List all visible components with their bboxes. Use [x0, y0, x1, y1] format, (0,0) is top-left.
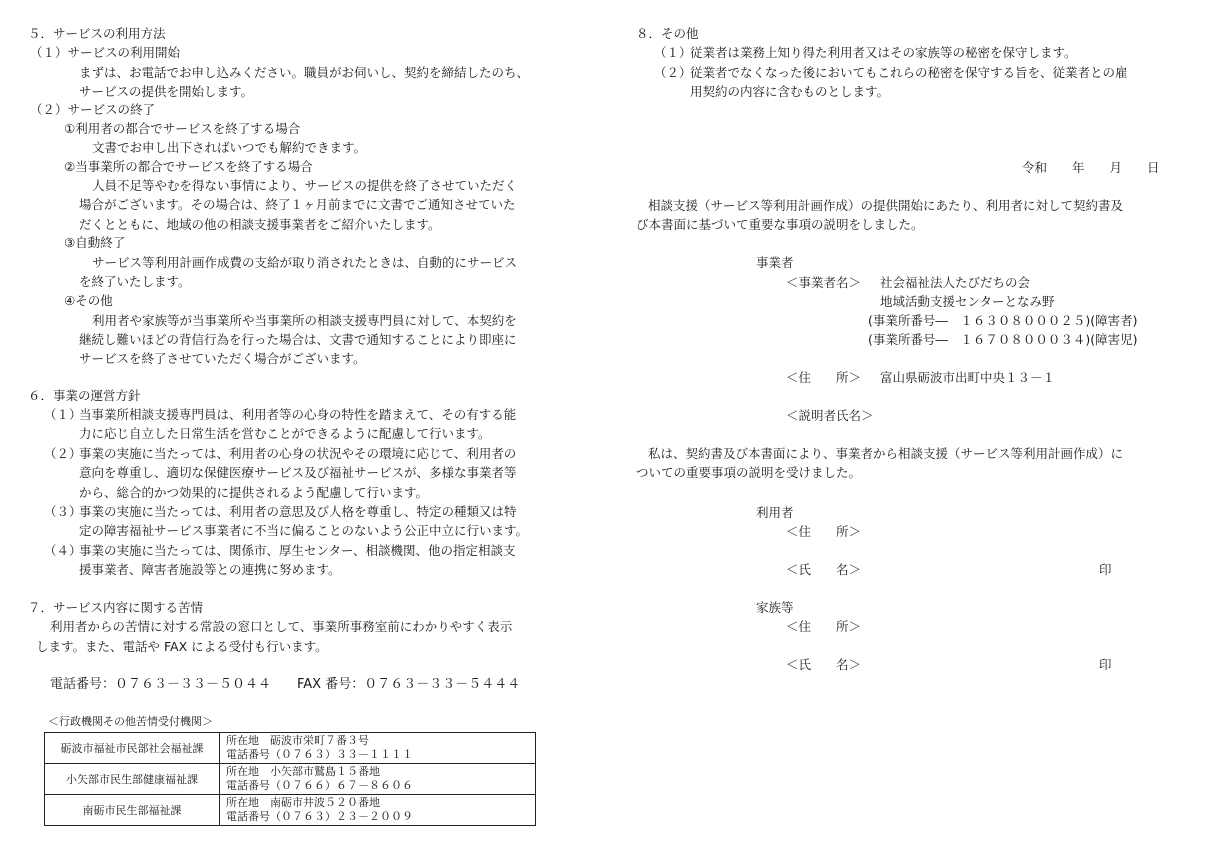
section-5-1-line: サービスの提供を開始します。: [79, 84, 254, 99]
section-6-3-line: 事業の実施に当たっては、利用者の意思及び人格を尊重し、特定の種類又は特: [79, 504, 517, 519]
section-5-2-d-title: ④その他: [64, 293, 113, 308]
table-caption: ＜行政機関その他苦情受付機関＞: [48, 715, 213, 728]
section-5-2-c-line: サービス等利用計画作成費の支給が取り消されたときは、自動的にサービス: [92, 255, 518, 270]
section-8-1-line: 従業者は業務上知り得た利用者又はその家族等の秘密を保守します。: [690, 45, 1077, 60]
office-address: 所在地 南砺市井波５２０番地: [226, 796, 380, 809]
complaint-office-table: [44, 732, 536, 826]
section-7-line: 利用者からの苦情に対する常設の窓口として、事業所事務室前にわかりやすく表示: [50, 619, 513, 634]
explanation-line: び本書面に基づいて重要な事項の説明をしました。: [636, 217, 924, 232]
section-6-4-line: 援事業者、障害者施設等との連携に努めます。: [79, 562, 341, 577]
contact-phone-fax: 電話番号：０７６３－３３－５０４４ FAX 番号：０７６３－３３－５４４４: [50, 677, 521, 692]
provider-number-child: (事業所番号― １６７０８０００３４)(障害児): [868, 332, 1138, 347]
section-6-2-number: （２）: [44, 446, 82, 461]
section-8-2-number: （２）: [654, 65, 692, 80]
provider-address-label: ＜住 所＞: [786, 370, 862, 385]
receipt-line: ついての重要事項の説明を受けました。: [636, 465, 862, 480]
user-heading: 利用者: [756, 505, 794, 520]
office-name: 砺波市福祉市民部社会福祉課: [45, 733, 220, 764]
section-6-3-number: （３）: [44, 504, 82, 519]
section-5-2-c-title: ③自動終了: [64, 235, 126, 250]
provider-number-adult: (事業所番号― １６３０８０００２５)(障害者): [868, 313, 1138, 328]
section-5-2-a-line: 文書でお申し出下さればいつでも解約できます。: [92, 140, 367, 155]
office-info: [220, 733, 536, 764]
office-name: 南砺市民生部福祉課: [45, 795, 220, 826]
provider-name-center: 地域活動支援センターとなみ野: [880, 294, 1055, 309]
user-seal-mark: 印: [1099, 562, 1112, 577]
section-7-line: します。また、電話や FAX による受付も行います。: [36, 639, 328, 654]
user-name-label: ＜氏 名＞: [786, 562, 862, 577]
section-6-4-line: 事業の実施に当たっては、関係市、厚生センター、相談機関、他の指定相談支: [79, 543, 516, 558]
section-6-2-line: から、総合的かつ効果的に提供されるよう配慮して行います。: [79, 485, 429, 500]
section-6-title: ６．事業の運営方針: [28, 388, 141, 403]
date-line: 令和 年 月 日: [1022, 160, 1160, 175]
receipt-line: 私は、契約書及び本書面により、事業者から相談支援（サービス等利用計画作成）に: [648, 446, 1124, 461]
section-6-4-number: （４）: [44, 543, 82, 558]
provider-name-corporation: 社会福祉法人たびだちの会: [880, 275, 1031, 290]
section-8-2-line: 用契約の内容に含むものとします。: [690, 84, 890, 99]
office-address: 所在地 小矢部市鷲島１５番地: [226, 765, 380, 778]
section-6-1-line: 力に応じ自立した日常生活を営むことができるように配慮して行います。: [79, 426, 491, 441]
office-info: [220, 795, 536, 826]
section-5-2-d-line: 継続し難いほどの背信行為を行った場合は、文書で通知することにより即座に: [79, 332, 517, 347]
office-phone: 電話番号（０７６６）６７－８６０６: [226, 779, 413, 792]
explainer-name-label: ＜説明者氏名＞: [786, 408, 874, 423]
table-row: [45, 764, 536, 795]
family-seal-mark: 印: [1099, 657, 1112, 672]
family-address-label: ＜住 所＞: [786, 619, 862, 634]
section-6-3-line: 定の障害福祉サービス事業者に不当に偏ることのないよう公正中立に行います。: [79, 523, 529, 538]
section-8-title: ８．その他: [636, 26, 699, 41]
office-phone: 電話番号（０７６３）２３－２００９: [226, 810, 413, 823]
office-address: 所在地 砺波市栄町７番３号: [226, 734, 369, 747]
section-5-2-a-title: ①利用者の都合でサービスを終了する場合: [64, 121, 301, 136]
section-5-2-b-title: ②当事業所の都合でサービスを終了する場合: [64, 159, 313, 174]
section-5-2-d-line: サービスを終了させていただく場合がございます。: [79, 351, 366, 366]
provider-heading: 事業者: [756, 255, 794, 270]
office-phone: 電話番号（０７６３）３３－１１１１: [226, 748, 413, 761]
section-6-2-line: 事業の実施に当たっては、利用者の心身の状況やその環境に応じて、利用者の: [79, 446, 517, 461]
section-5-2-d-line: 利用者や家族等が当事業所や当事業所の相談支援専門員に対して、本契約を: [92, 313, 517, 328]
section-7-title: ７．サービス内容に関する苦情: [28, 600, 204, 615]
section-5-2-b-line: 人員不足等やむを得ない事情により、サービスの提供を終了させていただく: [92, 178, 518, 193]
section-6-2-line: 意向を尊重し、適切な保健医療サービス及び福祉サービスが、多様な事業者等: [79, 465, 517, 480]
section-5-1-line: まずは、お電話でお申し込みください。職員がお伺いし、契約を締結したのち、: [79, 65, 530, 80]
explanation-line: 相談支援（サービス等利用計画作成）の提供開始にあたり、利用者に対して契約書及: [648, 198, 1124, 213]
table-row: [45, 733, 536, 764]
section-8-1-number: （１）: [654, 45, 692, 60]
provider-address: 富山県砺波市出町中央１３－１: [880, 370, 1056, 385]
section-5-1-title: （１）サービスの利用開始: [30, 45, 181, 60]
section-5-2-b-line: だくとともに、地域の他の相談支援事業者をご紹介いたします。: [79, 217, 441, 232]
user-address-label: ＜住 所＞: [786, 524, 862, 539]
office-info: [220, 764, 536, 795]
section-5-2-title: （２）サービスの終了: [30, 102, 156, 117]
table-row: [45, 795, 536, 826]
section-6-1-line: 当事業所相談支援専門員は、利用者等の心身の特性を踏まえて、その有する能: [79, 407, 517, 422]
section-5-title: ５．サービスの利用方法: [28, 26, 166, 41]
section-6-1-number: （１）: [44, 407, 82, 422]
family-heading: 家族等: [756, 600, 794, 615]
section-5-2-b-line: 場合がございます。その場合は、終了１ヶ月前までに文書でご通知させていた: [79, 197, 516, 212]
section-5-2-c-line: を終了いたします。: [79, 274, 191, 289]
provider-name-label: ＜事業者名＞: [786, 275, 862, 290]
section-8-2-line: 従業者でなくなった後においてもこれらの秘密を保守する旨を、従業者との雇: [690, 65, 1128, 80]
office-name: 小矢部市民生部健康福祉課: [45, 764, 220, 795]
family-name-label: ＜氏 名＞: [786, 657, 862, 672]
